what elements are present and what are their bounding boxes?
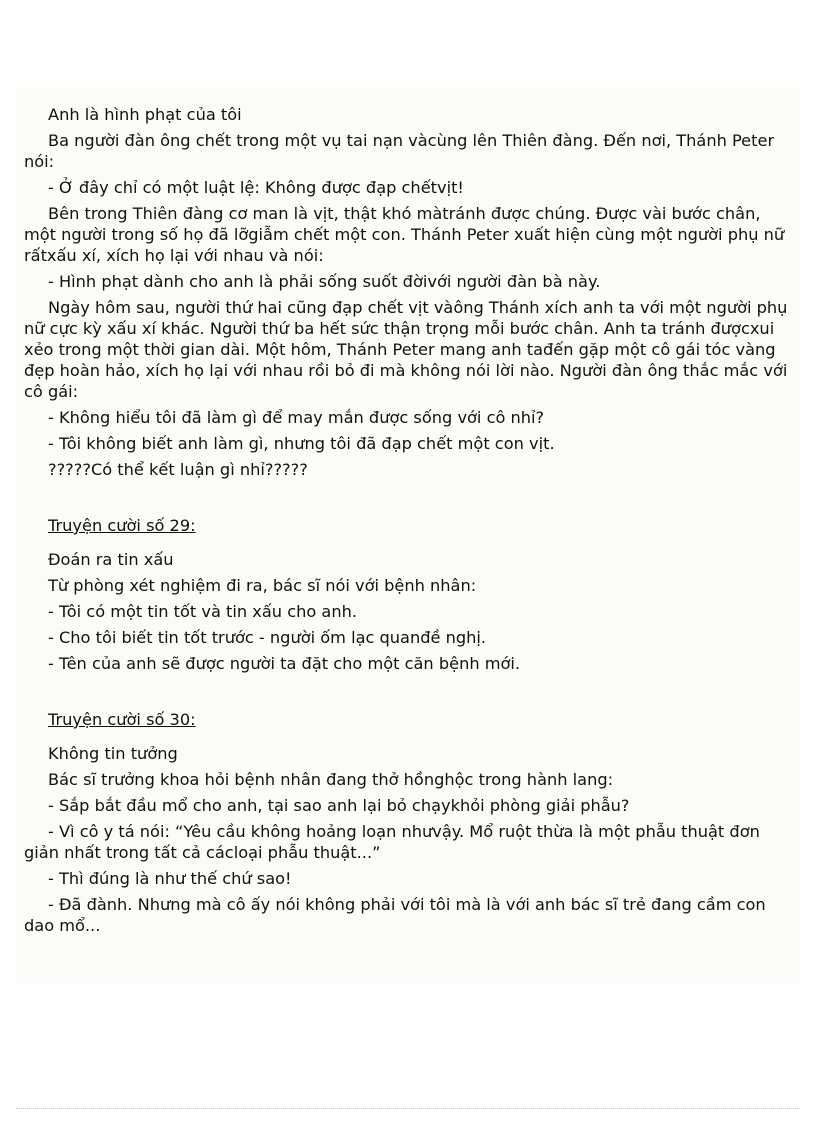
- paragraph: - Ở đây chỉ có một luật lệ: Không được đạp chếtvịt!: [48, 178, 464, 197]
- spacer: [24, 541, 792, 549]
- paragraph: - Không hiểu tôi đã làm gì để may mắn được sống với cô nhỉ?: [48, 408, 545, 427]
- paragraph: - Tôi không biết anh làm gì, nhưng tôi đã đạp chết một con vịt.: [48, 434, 555, 453]
- section-heading-29: Truyện cười số 29:: [48, 516, 196, 535]
- paragraph: Ngày hôm sau, người thứ hai cũng đạp chết vịt vàông Thánh xích anh ta với một người phụ nữ cực kỳ xấu xí khác. Người thứ ba hết sức thận trọng mỗi bước chân. Anh ta tránh đượcxui xẻo trong một thời gian dài. Một hôm, Thánh Peter mang anh tađến gặp một cô gái tóc vàng đẹp hoàn hảo, xích họ lại với nhau rồi bỏ đi mà không nói lời nào. Người đàn ông thắc mắc với cô gái:: [24, 298, 788, 401]
- story-title: Đoán ra tin xấu: [48, 550, 174, 569]
- paragraph: ?????Có thể kết luận gì nhỉ?????: [48, 460, 308, 479]
- spacer: [24, 679, 792, 709]
- spacer: [24, 485, 792, 515]
- paragraph: Bác sĩ trưởng khoa hỏi bệnh nhân đang thở hồnghộc trong hành lang:: [48, 770, 614, 789]
- paragraph: - Tên của anh sẽ được người ta đặt cho một căn bệnh mới.: [48, 654, 521, 673]
- bottom-divider: [16, 1108, 800, 1109]
- story-title: Anh là hình phạt của tôi: [48, 105, 242, 124]
- paragraph: Bên trong Thiên đàng cơ man là vịt, thật khó màtránh được chúng. Được vài bước chân, một người trong số họ đã lỡgiẫm chết một con. Thánh Peter xuất hiện cùng một người phụ nữ rấtxấu xí, xích họ lại với nhau và nói:: [24, 204, 785, 265]
- paragraph: Ba người đàn ông chết trong một vụ tai nạn vàcùng lên Thiên đàng. Đến nơi, Thánh Peter nói:: [24, 131, 775, 171]
- spacer: [24, 735, 792, 743]
- paragraph: - Vì cô y tá nói: “Yêu cầu không hoảng loạn nhưvậy. Mổ ruột thừa là một phẫu thuật đơn giản nhất trong tất cả cácloại phẫu thuật...”: [24, 822, 760, 862]
- paragraph: - Thì đúng là như thế chứ sao!: [48, 869, 292, 888]
- section-heading-30: Truyện cười số 30:: [48, 710, 196, 729]
- paragraph: - Sắp bắt đầu mổ cho anh, tại sao anh lại bỏ chạykhỏi phòng giải phẫu?: [48, 796, 630, 815]
- document-body: [24, 104, 792, 941]
- paragraph: - Đã đành. Nhưng mà cô ấy nói không phải với tôi mà là với anh bác sĩ trẻ đang cầm con dao mổ...: [24, 895, 766, 935]
- story-title: Không tin tưởng: [48, 744, 178, 763]
- paragraph: Từ phòng xét nghiệm đi ra, bác sĩ nói với bệnh nhân:: [48, 576, 477, 595]
- paragraph: - Cho tôi biết tin tốt trước - người ốm lạc quanđề nghị.: [48, 628, 487, 647]
- paragraph: - Tôi có một tin tốt và tin xấu cho anh.: [48, 602, 357, 621]
- paragraph: - Hình phạt dành cho anh là phải sống suốt đờivới người đàn bà này.: [48, 272, 601, 291]
